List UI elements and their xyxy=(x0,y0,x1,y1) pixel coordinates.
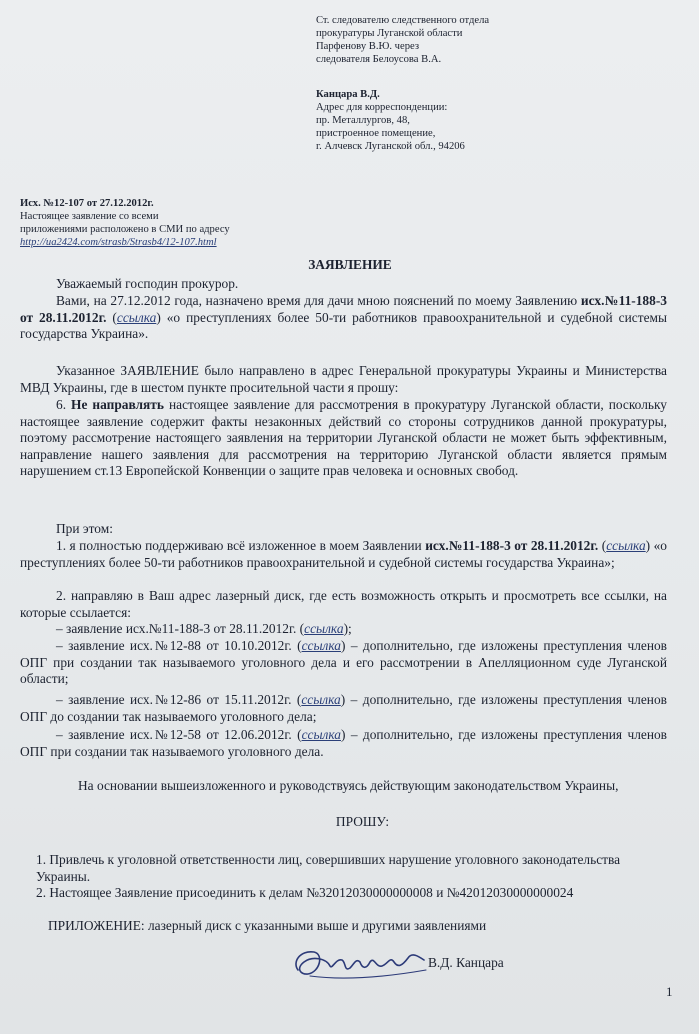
sender-name: Канцара В.Д. xyxy=(316,89,380,100)
sub-item-text: – заявление исх.№12-86 от 15.11.2012г. ( xyxy=(56,692,302,707)
sender-street: пр. Металлургов, 48, xyxy=(316,115,410,126)
reference-number: исх.№11-188-3 от 28.11.2012г. xyxy=(425,538,599,553)
outgoing-ref: Исх. №12-107 от 27.12.2012г. xyxy=(20,198,154,209)
sender-label: Адрес для корреспонденции: xyxy=(316,102,448,113)
paragraph-text: Вами, на 27.12.2012 года, назначено время для дачи мною пояснений по моему Заявлению xyxy=(56,293,581,308)
sub-item-4 xyxy=(20,727,667,760)
recipient-line: прокуратуры Луганской области xyxy=(316,28,463,39)
attachment-line: ПРИЛОЖЕНИЕ: лазерный диск с указанными выше и другими заявлениями xyxy=(48,918,487,933)
paragraph-1 xyxy=(20,293,667,343)
list-item-text: ) «о преступлениях более 50-ти работников правоохранительной и судебной системы государства Украина»; xyxy=(20,538,667,570)
bold-phrase: Не направлять xyxy=(71,397,164,412)
basis-paragraph: На основании вышеизложенного и руководствуясь действующим законодательством Украины, xyxy=(78,778,619,793)
recipient-line: следователя Белоусова В.А. xyxy=(316,54,442,65)
list-item-1 xyxy=(20,538,667,571)
reference-link[interactable]: ссылка xyxy=(301,692,341,707)
paragraph-3 xyxy=(20,397,667,480)
paragraph-text: ) «о преступлениях более 50-ти работников правоохранительной и судебной системы государства Украина». xyxy=(20,309,667,342)
request-heading: ПРОШУ: xyxy=(335,814,390,829)
recipient-block xyxy=(316,14,489,66)
reference-link[interactable]: ссылка xyxy=(606,538,646,553)
sub-item-3 xyxy=(20,692,667,725)
reference-number: исх.№11-188-3 от 28.11.2012г. xyxy=(20,293,667,325)
signature-name: В.Д. Канцара xyxy=(428,955,504,970)
sub-item-2 xyxy=(20,638,667,688)
sub-item-text: – заявление исх.№11-188-3 от 28.11.2012г. ( xyxy=(56,621,305,636)
recipient-line: Ст. следователю следственного отдела xyxy=(316,15,490,26)
list-item-2: 2. направляю в Ваш адрес лазерный диск, где есть возможность открыть и просмотреть все ссылки, на которые ссылается: xyxy=(20,588,667,620)
sub-item-text: ); xyxy=(343,621,352,636)
reference-link[interactable]: ссылка xyxy=(301,727,341,742)
sub-item-text: ) – дополнительно, где изложены преступления членов ОПГ при создании так называемого уголовного дела и его рассмотрении в Апелляционном суде Луганской области; xyxy=(20,638,667,687)
page-number: 1 xyxy=(666,984,673,999)
sub-item-text: ) – дополнительно, где изложены преступления членов ОПГ до создании так называемого уголовного дела; xyxy=(20,692,667,724)
document-title: ЗАЯВЛЕНИЕ xyxy=(308,257,392,272)
recipient-line: Парфенову В.Ю. через xyxy=(316,41,420,52)
sub-item-text: – заявление исх.№12-58 от 12.06.2012г. ( xyxy=(56,727,302,742)
reference-link[interactable]: ссылка xyxy=(116,309,157,325)
sender-block xyxy=(316,88,465,153)
pri-etom-heading: При этом: xyxy=(56,521,113,536)
list-item-text: ( xyxy=(598,538,607,553)
list-item-text: 1. я полностью поддерживаю всё изложенное в моем Заявлении xyxy=(56,538,426,553)
sender-premises: пристроенное помещение, xyxy=(316,128,436,139)
paragraph-2: Указанное ЗАЯВЛЕНИЕ было направлено в адрес Генеральной прокуратуры Украины и Министерства МВД Украины, где в шестом пункте просительной части я прошу: xyxy=(20,363,667,395)
sub-item-text: – заявление исх.№12-88 от 10.10.2012г. ( xyxy=(56,638,302,653)
paragraph-text: настоящее заявление для рассмотрения в прокуратуру Луганской области, поскольку настоящее заявление содержит факты незаконных действий со стороны сотрудников данной прокуратуры, поэтому рассмотрение настоящего заявления на территории Луганской области не может быть эффективным, направление нашего заявления для рассмотрения на территорию Луганской области является прямым нарушением ст.13 Европейской Конвенции о защите прав человека и основных свобод. xyxy=(20,397,668,479)
request-item-1: 1. Привлечь к уголовной ответственности лиц, совершивших нарушение уголовного законодательства Украины. xyxy=(36,852,621,884)
item-number: 6. xyxy=(56,397,72,412)
outgoing-block xyxy=(20,197,320,249)
paragraph-text: ( xyxy=(106,309,117,325)
handwritten-signature xyxy=(290,940,440,986)
sub-item-text: ) – дополнительно, где изложены преступления членов ОПГ при создании так называемого уголовного дела. xyxy=(20,727,667,759)
request-item-2: 2. Настоящее Заявление присоединить к делам №32012030000000008 и №42012030000000024 xyxy=(36,885,574,900)
outgoing-note: приложениями расположено в СМИ по адресу xyxy=(20,224,230,235)
outgoing-note: Настоящее заявление со всеми xyxy=(20,211,159,222)
outgoing-url-link[interactable]: http://ua2424.com/strasb/Strasb4/12-107.html xyxy=(20,237,217,248)
salutation: Уважаемый господин прокурор. xyxy=(56,276,239,291)
sub-item-1 xyxy=(20,621,667,638)
reference-link[interactable]: ссылка xyxy=(301,638,341,653)
reference-link[interactable]: ссылка xyxy=(304,621,344,636)
sender-city: г. Алчевск Луганской обл., 94206 xyxy=(316,141,465,152)
